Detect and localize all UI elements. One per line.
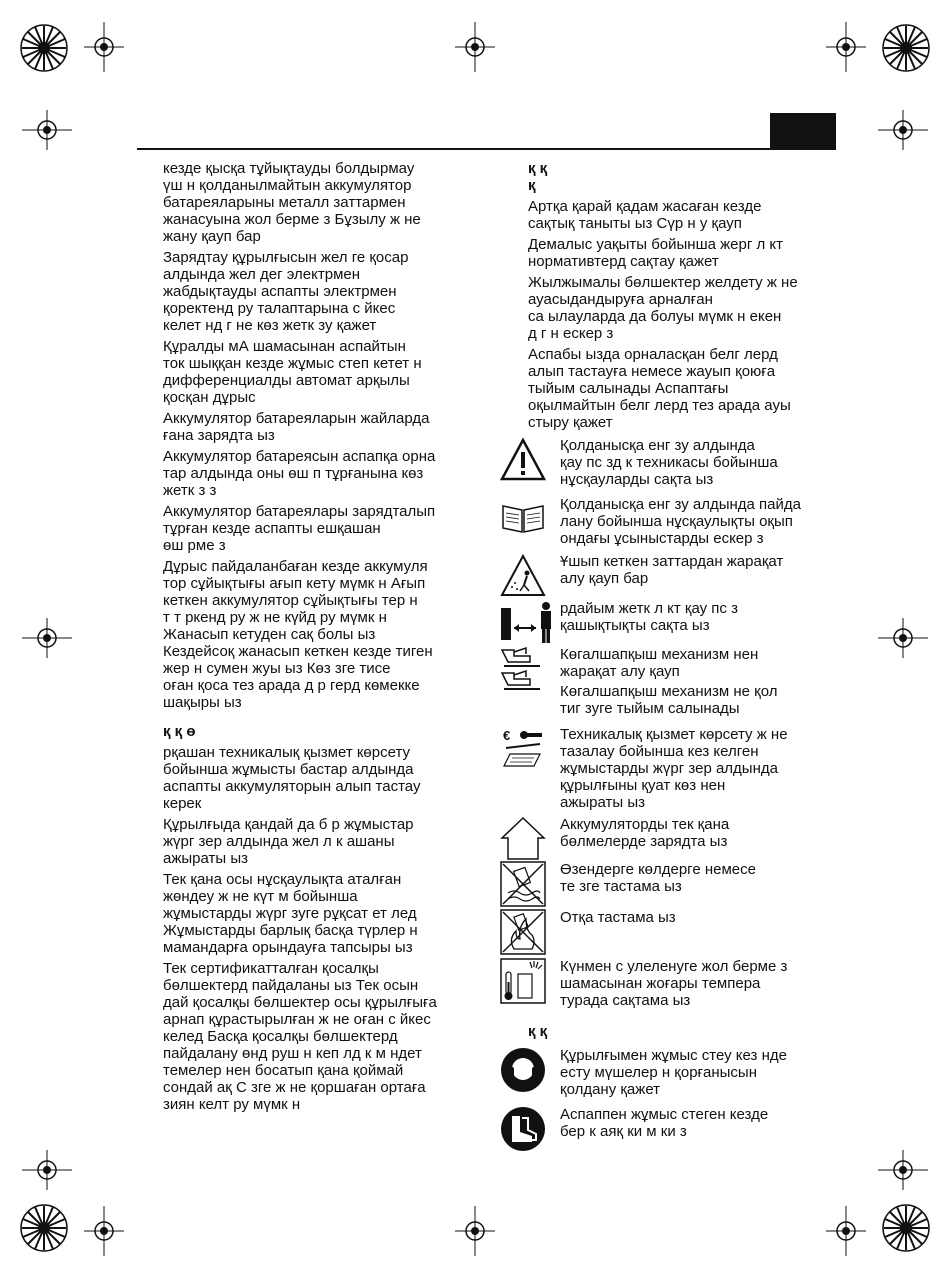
symbol-description: Аккумуляторды тек қана бөлмелерде зарядта ыз — [560, 816, 730, 850]
paragraph: рқашан техникалық қызмет көрсету бойынша жұмысты бастар алдында аспапты аккумуляторын алып тастау керек — [163, 744, 421, 812]
section-heading: қ қ ө — [163, 723, 196, 740]
symbol-description: Өзендерге көлдерге немесе те зге тастама ыз — [560, 861, 756, 895]
crosshair-right-2 — [878, 1150, 928, 1190]
symbol-description: Техникалық қызмет көрсету ж не тазалау бойынша кез келген жұмыстарды жүрг зер алдында құрылғыны қуат көз нен ажыраты ыз — [560, 726, 788, 811]
crosshair-right-1 — [878, 110, 928, 150]
symbol-description: Аспаппен жұмыс стеген кезде бер к аяқ ки м ки з — [560, 1106, 769, 1140]
symbol-description: Отқа тастама ыз — [560, 909, 676, 926]
registration-mark-top-right — [880, 22, 932, 74]
symbol-description: Құрылғымен жұмыс стеу кез нде есту мүшелер н қорғанысын қолдану қажет — [560, 1047, 787, 1098]
crosshair-top-1 — [84, 22, 124, 72]
registration-mark-top-left — [18, 22, 70, 74]
paragraph: Тек қана осы нұсқаулықта аталған жөндеу ж не күт м бойынша жұмыстарды жүрг зуге рұқсат ет лед Жұмыстарды барлық басқа түрлер н мамандарға орындауға тапсыры ыз — [163, 871, 418, 956]
crosshair-left-1 — [22, 110, 72, 150]
no-water-icon — [500, 861, 546, 907]
right-column — [528, 160, 838, 435]
crosshair-left-2 — [22, 1150, 72, 1190]
registration-mark-bottom-right — [880, 1202, 932, 1254]
symbol-description: Ұшып кеткен заттардан жарақат алу қауп бар — [560, 553, 784, 587]
safety-distance-icon — [500, 600, 556, 646]
svg-text:€: € — [503, 728, 511, 743]
no-fire-icon — [500, 909, 546, 955]
registration-mark-bottom-left — [18, 1202, 70, 1254]
symbol-description: Көгалшапқыш механизм не қол тиг зуге тыйым салынады — [560, 683, 778, 717]
crosshair-top-2 — [455, 22, 495, 72]
flying-debris-icon — [500, 553, 546, 599]
section-heading: қ қ — [528, 1023, 548, 1040]
symbol-description: Көгалшапқыш механизм нен жарақат алу қауп — [560, 646, 759, 680]
paragraph: кезде қысқа тұйықтауды болдырмау үш н қолданылмайтын аккумулятор батареяларыны металл заттармен жанасуына жол берме з Бұзылу ж не жану қауп бар — [163, 160, 421, 245]
crosshair-left-mid — [22, 618, 72, 658]
crosshair-bottom-1 — [84, 1206, 124, 1256]
hand-blade-icon — [500, 646, 546, 670]
crosshair-bottom-2 — [455, 1206, 495, 1256]
page-tab-marker — [770, 113, 836, 150]
paragraph: Құрылғыда қандай да б р жұмыстар жүрг зер алдында жел л к ашаны ажыраты ыз — [163, 816, 414, 867]
sun-thermometer-icon — [500, 958, 546, 1004]
left-column — [163, 160, 473, 1117]
crosshair-right-mid — [878, 618, 928, 658]
symbol-description: Қолданысқа енг зу алдында пайда лану бойынша нұсқаулықты оқып ондағы ұсыныстарды ескер з — [560, 496, 801, 547]
section-heading: қ қ қ — [528, 160, 548, 194]
house-icon — [500, 816, 546, 862]
paragraph: Аспабы ызда орналасқан белг лерд алып тастауға немесе жауып қоюға тыйым салынады Аспаптағы оқылмайтын белг лерд тез арада ауы стыру қажет — [528, 346, 791, 431]
header-rule — [137, 148, 835, 150]
paragraph: Дұрыс пайдаланбаған кезде аккумуля тор сұйықтығы ағып кету мүмк н Ағып кеткен аккумулятор сұйықтығы тер н т т ркенд ру ж не күйд ру мүмк н Жанасып кетуден сақ болы ыз Кездейсоқ жанасып кеткен кезде тиген жер н сумен жуы ыз Көз зге тисе оған қоса тез арада д р герд көмекке шақыры ыз — [163, 558, 433, 711]
paragraph: Аккумулятор батареясын аспапқа орна тар алдында оны өш п тұрғанына көз жетк з з — [163, 448, 436, 499]
maintenance-icon — [500, 726, 546, 772]
crosshair-bottom-3 — [826, 1206, 866, 1256]
paragraph: Аккумулятор батареяларын жайларда ғана зарядта ыз — [163, 410, 430, 444]
warning-triangle-icon — [500, 437, 546, 483]
paragraph: Артқа қарай қадам жасаған кезде сақтық таныты ыз Сүр н у қауп — [528, 198, 762, 232]
ear-protection-icon — [500, 1047, 546, 1093]
crosshair-top-3 — [826, 22, 866, 72]
symbol-description: рдайым жетк л кт қау пс з қашықтықты сақта ыз — [560, 600, 738, 634]
open-book-icon — [500, 496, 546, 542]
paragraph: Зарядтау құрылғысын жел ге қосар алдында жел дег электрмен жабдықтауды аспапты электрмен қоректенд ру талаптарына с йкес келет нд г не көз жетк зу қажет — [163, 249, 409, 334]
paragraph: Құралды мА шамасынан аспайтын ток шыққан кезде жұмыс степ кетет н дифференциалды автомат арқылы қосқан дұрыс — [163, 338, 422, 406]
hand-blade-icon — [500, 669, 546, 693]
symbol-description: Күнмен с улеленуге жол берме з шамасынан жоғары темпера турада сақтама ыз — [560, 958, 788, 1009]
paragraph: Жылжымалы бөлшектер желдету ж не ауасыдандыруға арналған са ылауларда да болуы мүмк н екен д г н ескер з — [528, 274, 798, 342]
safety-boots-icon — [500, 1106, 546, 1152]
paragraph: Демалыс уақыты бойынша жерг л кт нормативтерд сақтау қажет — [528, 236, 783, 270]
paragraph: Тек сертификатталған қосалқы бөлшектерд пайдаланы ыз Тек осын дай қосалқы бөлшектер осы құрылғыға арнап құрастырылған ж не оған с йкес келед Басқа қосалқы бөлшектерд пайдалану өнд руш н кеп лд к м ндет темелер нен босатып қана қоймай сондай ақ С зге ж не қоршаған ортаға зиян келт ру мүмк н — [163, 960, 437, 1113]
symbol-description: Қолданысқа енг зу алдында қау пс зд к техникасы бойынша нұсқауларды сақта ыз — [560, 437, 778, 488]
paragraph: Аккумулятор батареялары зарядталып тұрған кезде аспапты ешқашан өш рме з — [163, 503, 436, 554]
